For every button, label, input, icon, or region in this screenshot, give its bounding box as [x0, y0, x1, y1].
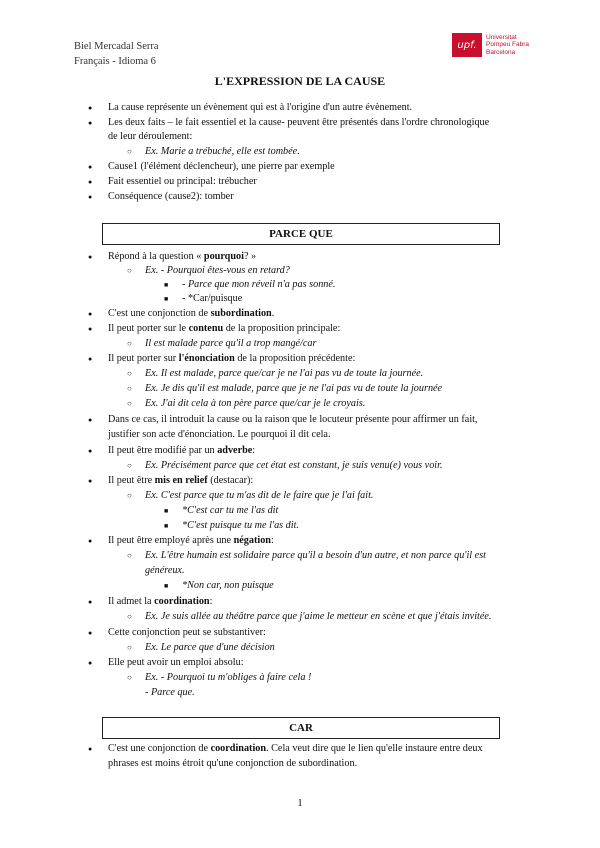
page-title: L'EXPRESSION DE LA CAUSE — [214, 74, 386, 88]
logo-text: Universitat Pompeu Fabra Barcelona — [486, 33, 529, 56]
list-item: ● C'est une conjonction de subordination. — [108, 307, 274, 321]
upf-logo-mark: upf. — [452, 33, 482, 57]
list-item: ○ Ex. - Pourquoi tu m'obliges à faire cela ! — [145, 671, 311, 685]
list-item: ● Conséquence (cause2): tomber — [108, 190, 234, 204]
list-item: ○ Ex. C'est parce que tu m'as dit de le faire que je l'ai fait. — [145, 489, 373, 503]
list-item: ○ Ex. Je dis qu'il est malade, parce que je ne l'ai pas vu de toute la journée — [145, 382, 442, 396]
list-item: ● Il peut porter sur le contenu de la proposition principale: — [108, 322, 340, 336]
list-item: ● Répond à la question « pourquoi? » — [108, 250, 256, 264]
list-item: ● Cause1 (l'élément déclencheur), une pierre par exemple — [108, 160, 335, 174]
list-item-cont: de leur déroulement: — [108, 131, 193, 142]
author-name: Biel Mercadal Serra — [74, 41, 159, 52]
list-item: ○ Il est malade parce qu'il a trop mangé/car — [145, 337, 316, 351]
list-item: ○ Ex. - Pourquoi êtes-vous en retard? — [145, 264, 290, 278]
list-item: ○ Ex. L'être humain est solidaire parce qu'il a besoin d'un autre, et non parce qu'il est — [145, 549, 486, 563]
list-item-cont: phrases est moins étroit qu'une conjonction de subordination. — [108, 758, 358, 769]
list-item: ○ Ex. Marie a trébuché, elle est tombée. — [145, 145, 300, 159]
course-name: Français - Idioma 6 — [74, 56, 156, 67]
list-item: ○ Ex. Je suis allée au théâtre parce que j'aime le metteur en scène et que j'étais invitée. — [145, 610, 491, 624]
list-item: ● C'est une conjonction de coordination. Cela veut dire que le lien qu'elle instaure entre deux — [108, 742, 483, 756]
list-item: ● Cette conjonction peut se substantiver: — [108, 626, 266, 640]
list-item-cont: - Parce que. — [145, 687, 195, 698]
list-item: ● Elle peut avoir un emploi absolu: — [108, 656, 244, 670]
list-item: ● Dans ce cas, il introduit la cause ou la raison que le locuteur présente pour affirmer un fait, — [108, 413, 478, 427]
list-item: ○ Ex. Il est malade, parce que/car je ne l'ai pas vu de toute la journée. — [145, 367, 423, 381]
header-info — [74, 39, 159, 69]
list-item: ○ Ex. Précisément parce que cet état est constant, je suis venu(e) vous voir. — [145, 459, 443, 473]
page-number: 1 — [297, 797, 303, 809]
list-item: ● Les deux faits – le fait essentiel et la cause- peuvent être présentés dans l'ordre chronologique — [108, 116, 489, 130]
university-logo — [452, 33, 529, 57]
list-item: ● Il peut porter sur l'énonciation de la proposition précédente: — [108, 352, 355, 366]
list-item: ○ Ex. Le parce que d'une décision — [145, 641, 275, 655]
list-item: ● Il peut être employé après une négation: — [108, 534, 274, 548]
list-item: ○ Ex. J'ai dit cela à ton père parce que/car je le croyais. — [145, 397, 365, 411]
list-item: ■ - *Car/puisque — [182, 292, 242, 306]
list-item: ● Il peut être mis en relief (destacar): — [108, 474, 253, 488]
list-item: ■ *Non car, non puisque — [182, 579, 274, 593]
list-item: ■ - Parce que mon réveil n'a pas sonné. — [182, 278, 335, 292]
list-item: ● Il peut être modifié par un adverbe: — [108, 444, 255, 458]
list-item-cont: justifier son acte d'énonciation. Le pourquoi il dit cela. — [108, 429, 331, 440]
list-item: ● Fait essentiel ou principal: trébucher — [108, 175, 257, 189]
list-item: ● Il admet la coordination: — [108, 595, 212, 609]
list-item-cont: généreux. — [145, 565, 185, 576]
list-item: ■ *C'est car tu me l'as dit — [182, 504, 278, 518]
list-item: ■ *C'est puisque tu me l'as dit. — [182, 519, 299, 533]
section-heading-parce-que: PARCE QUE — [102, 223, 500, 245]
list-item: ● La cause représente un évènement qui est à l'origine d'un autre évènement. — [108, 101, 412, 115]
section-heading-car: CAR — [102, 717, 500, 739]
